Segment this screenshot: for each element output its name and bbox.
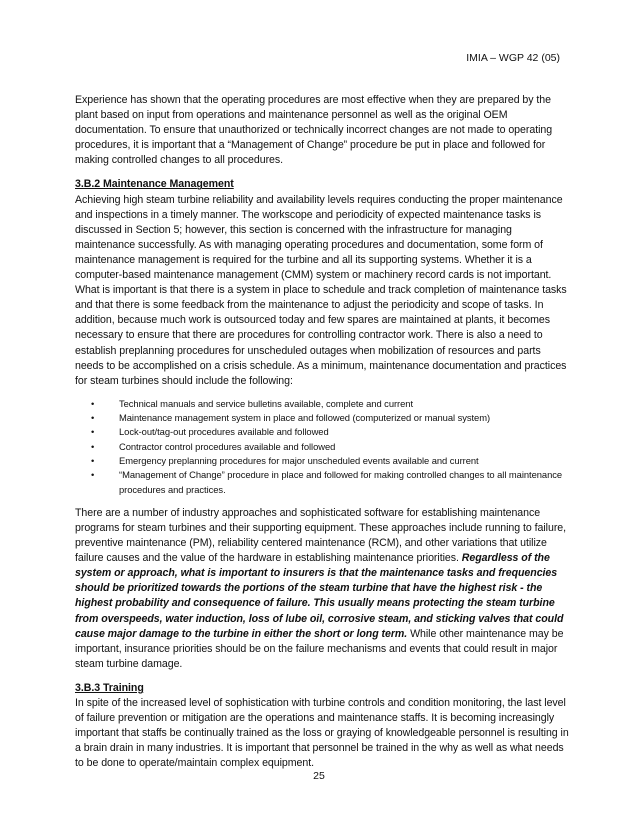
section-heading-training: 3.B.3 Training	[75, 681, 144, 694]
bullet-icon: •	[91, 440, 95, 452]
intro-paragraph: Experience has shown that the operating procedures are most effective when they are prepared by the plant based on input from operations and maintenance personnel as well as the original OEM documentation. To ensure that unauthorized or technically incorrect changes are not made to operating procedures, it is important that a “Management of Change” procedure be put in place and followed for making controlled changes to all procedures.	[75, 94, 553, 167]
maintenance-bullet-list	[75, 397, 569, 497]
bullet-item: • Emergency preplanning procedures for major unscheduled events available and current	[75, 454, 569, 468]
section-heading-maintenance: 3.B.2 Maintenance Management	[75, 178, 234, 191]
bullet-icon: •	[91, 454, 95, 466]
training-paragraph: In spite of the increased level of sophistication with turbine controls and condition monitoring, the last level of failure prevention or mitigation are the operations and maintenance staffs. It is becoming increasingly important that staffs be continually trained as the loss or graying of knowledgeable personnel is resulting in a brain drain in many industries. It is important that personnel be trained in the why as well as what needs to be done to operate/maintain complex equipment.	[75, 696, 569, 770]
approaches-text: There are a number of industry approaches and sophisticated software for establishing maintenance programs for steam turbines and their supporting equipment. These approaches include running to failure, preventive maintenance (PM), reliability centered maintenance (RCM), and other variations that utilize failure causes and the value of the hardware in establishing maintenance priorities.	[75, 506, 567, 565]
bullet-item: • Maintenance management system in place and followed (computerized or manual system)	[75, 411, 569, 425]
bullet-item: • Contractor control procedures available and followed	[75, 440, 569, 454]
bullet-icon: •	[91, 397, 95, 409]
bullet-item: • Lock-out/tag-out procedures available and followed	[75, 425, 569, 439]
maintenance-paragraph: Achieving high steam turbine reliability and availability levels requires conducting the proper maintenance and inspections in a timely manner. The workscope and periodicity of expected maintenance tasks is discussed in Section 5; however, this section is concerned with the infrastructure for managing maintenance successfully. As with managing operating procedures and documentation, some form of maintenance management is required for the turbine and all its supporting systems. Whether it is a computer-based maintenance management (CMM) system or machinery record cards is not important. What is important is that there is a system in place to schedule and track completion of maintenance tasks and that there is some feedback from the maintenance to adjust the periodicity and scope of tasks. In addition, because much work is outsourced today and few spares are maintained at plants, it becomes necessary to ensure that there are procedures for controlling contractor work. There is also a need to establish preplanning procedures for unscheduled outages when mobilization of resources and parts needs to be accomplished on a crisis schedule. As a minimum, maintenance documentation and practices for steam turbines should include the following:	[75, 193, 567, 387]
page-number: 25	[313, 770, 325, 782]
page-content	[75, 93, 569, 771]
document-id-header: IMIA – WGP 42 (05)	[466, 52, 560, 64]
approaches-closing-text: While other maintenance may be important, insurance priorities should be on the failure mechanisms and events that could result in major steam turbine damage.	[75, 627, 564, 670]
bullet-icon: •	[91, 426, 95, 438]
bullet-icon: •	[91, 469, 95, 481]
bullet-item: • Technical manuals and service bulletins available, complete and current	[75, 397, 569, 411]
bullet-item: • “Management of Change” procedure in place and followed for making controlled changes to all maintenance procedures and practices.	[91, 469, 563, 495]
approaches-paragraph	[75, 506, 569, 672]
insurer-priority-emphasis: Regardless of the system or approach, what is important to insurers is that the maintenance tasks and frequencies should be prioritized towards the portions of the steam turbine that have the highest risk - the highest probability and consequence of failure. This usually means protecting the steam turbine from overspeeds, water induction, loss of lube oil, corrosive steam, and sticking valves that could cause major damage to the turbine in either the short or long term.	[75, 552, 564, 640]
bullet-icon: •	[91, 412, 95, 424]
